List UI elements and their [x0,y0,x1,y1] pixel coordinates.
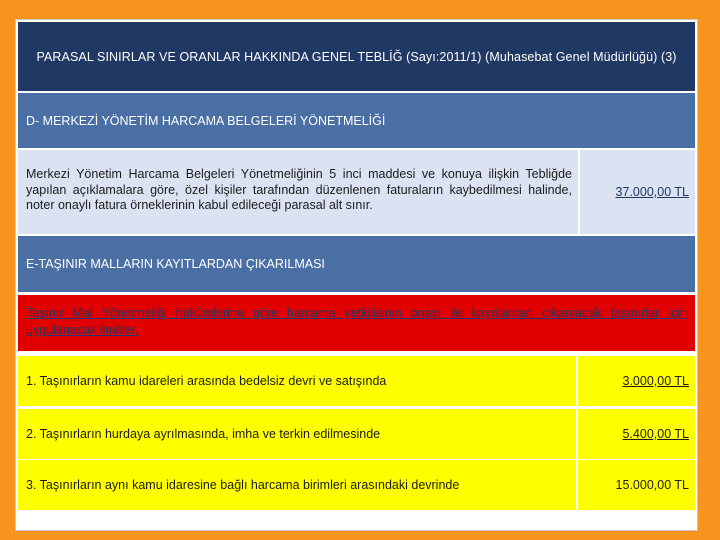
limit-item-amount: 5.400,00 TL [578,409,695,459]
section-e-note: Taşınır Mal Yönetmeliği hükümlerine göre harcama yetkilisinin onayı ile kayıtlardan çıkarılacak taşınırlar için uygulanacak limitler. [18,295,695,351]
limit-item-1 [18,356,695,406]
limit-item-3 [18,460,695,510]
limit-item-label: 2. Taşınırların hurdaya ayrılmasında, imha ve terkin edilmesinde [18,409,576,459]
limit-item-amount: 15.000,00 TL [578,460,695,510]
page-title: PARASAL SINIRLAR VE ORANLAR HAKKINDA GENEL TEBLİĞ (Sayı:2011/1) (Muhasebat Genel Müdürlüğü) (3) [18,22,695,91]
limit-item-label: 3. Taşınırların aynı kamu idaresine bağlı harcama birimleri arasındaki devrinde [18,460,576,510]
section-d-detail-row [18,150,695,234]
limit-item-2 [18,409,695,459]
section-d-detail-text: Merkezi Yönetim Harcama Belgeleri Yönetmeliğinin 5 inci maddesi ve konuya ilişkin Tebliğde yapılan açıklamalara göre, özel kişiler tarafından düzenlenen faturaların kaybedilmesi halinde, noter onaylı fatura örneklerinin kabul edileceği parasal alt sınır. [18,150,578,234]
limit-item-amount: 3.000,00 TL [578,356,695,406]
section-d-amount: 37.000,00 TL [580,150,695,234]
section-e-heading: E-TAŞINIR MALLARIN KAYITLARDAN ÇIKARILMASI [18,236,695,292]
content-frame [15,19,698,531]
section-d-heading: D- MERKEZİ YÖNETİM HARCAMA BELGELERİ YÖNETMELİĞİ [18,93,695,148]
limit-item-label: 1. Taşınırların kamu idareleri arasında bedelsiz devri ve satışında [18,356,576,406]
